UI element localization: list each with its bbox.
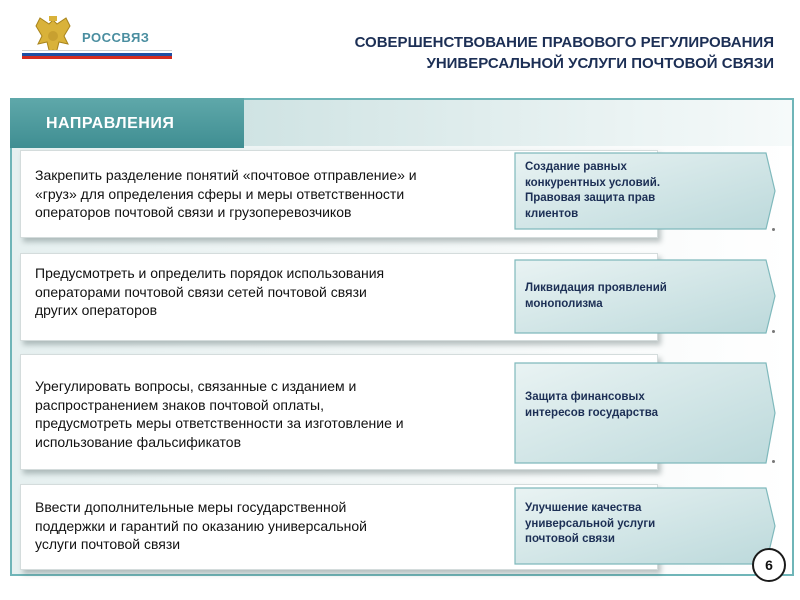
direction-line: других операторов	[35, 302, 158, 318]
decor-dot	[772, 330, 775, 333]
result-line: Правовая защита прав	[525, 192, 656, 204]
direction-line: услуги почтовой связи	[35, 536, 181, 552]
result-line: почтовой связи	[525, 533, 615, 545]
direction-line: Закрепить разделение понятий «почтовое отправление» и	[35, 167, 417, 183]
direction-line: предусмотреть меры ответственности за изготовление и	[35, 415, 404, 431]
panel-header-band	[244, 100, 792, 146]
result-arrow-4	[514, 487, 776, 565]
direction-line: операторов почтовой связи и грузоперевозчиков	[35, 204, 352, 220]
page-number: 6	[752, 548, 786, 582]
result-line: Защита финансовых	[525, 391, 645, 403]
result-text-2	[525, 281, 752, 312]
result-text-3	[525, 390, 752, 421]
panel-header-label: НАПРАВЛЕНИЯ	[46, 115, 175, 132]
direction-line: Урегулировать вопросы, связанные с изданием и	[35, 378, 357, 394]
result-line: Улучшение качества	[525, 502, 642, 514]
direction-line: Предусмотреть и определить порядок использования	[35, 265, 385, 281]
decor-dot	[772, 228, 775, 231]
result-arrow-3	[514, 362, 776, 464]
result-line: Создание равных	[525, 161, 627, 173]
direction-text-4	[35, 498, 537, 554]
direction-line: использование фальсификатов	[35, 433, 242, 450]
direction-text-1	[35, 166, 537, 222]
tricolor-stripe	[22, 50, 172, 60]
decor-dot	[772, 460, 775, 463]
result-line: монополизма	[525, 297, 603, 310]
result-text-4	[525, 501, 752, 548]
result-arrow-1	[514, 152, 776, 230]
result-line: Ликвидация проявлений	[525, 282, 667, 294]
result-line: универсальной услуги	[525, 517, 656, 530]
result-line: клиентов	[525, 207, 579, 220]
brand-name: РОССВЯЗ	[82, 30, 150, 45]
direction-line: распространением знаков почтовой оплаты,	[35, 396, 324, 413]
slide-title	[214, 32, 774, 74]
title-line-2: УНИВЕРСАЛЬНОЙ УСЛУГИ ПОЧТОВОЙ СВЯЗИ	[426, 55, 774, 72]
title-line-1: СОВЕРШЕНСТВОВАНИЕ ПРАВОВОГО РЕГУЛИРОВАНИЯ	[354, 34, 774, 51]
result-arrow-2	[514, 259, 776, 334]
direction-line: поддержки и гарантий по оказанию универсальной	[35, 517, 367, 534]
direction-text-3	[35, 377, 537, 451]
direction-line: Ввести дополнительные меры государственной	[35, 499, 347, 515]
direction-line: операторами почтовой связи сетей почтовой связи	[35, 283, 367, 300]
result-line: конкурентных условий.	[525, 176, 661, 189]
result-text-1	[525, 160, 752, 222]
direction-text-2	[35, 264, 537, 320]
direction-line: «груз» для определения сферы и меры ответственности	[35, 185, 405, 202]
result-line: интересов государства	[525, 406, 659, 419]
